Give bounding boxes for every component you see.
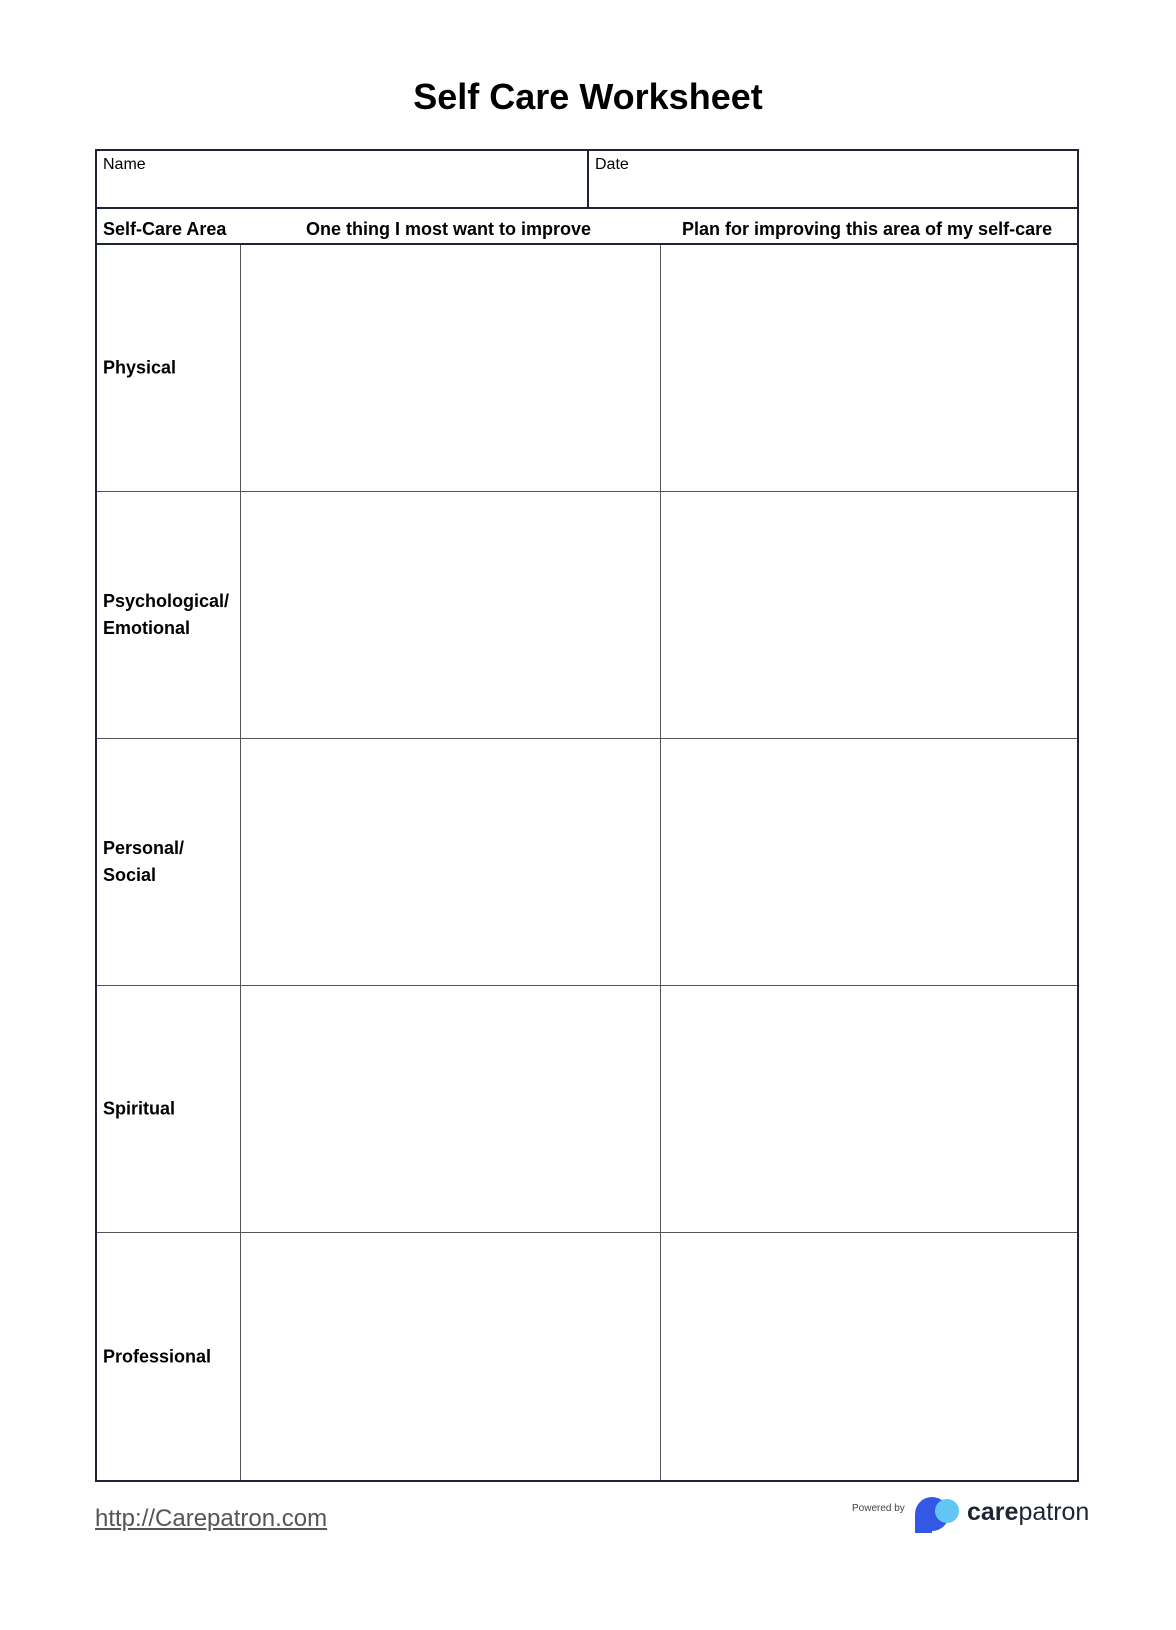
header-improve: One thing I most want to improve (306, 219, 592, 239)
header-plan: Plan for improving this area of my self-care (682, 219, 1053, 239)
improve-cell-professional[interactable] (241, 1233, 661, 1480)
wordmark-rest: patron (1018, 1498, 1090, 1526)
column-header-row (97, 209, 1077, 245)
area-cell (97, 1233, 241, 1480)
carepatron-logo (915, 1497, 1090, 1533)
name-date-row (97, 151, 1077, 209)
improve-cell-psychological[interactable] (241, 492, 661, 738)
row-physical (97, 245, 1077, 492)
date-field[interactable] (589, 151, 1077, 207)
carepatron-link[interactable]: http://Carepatron.com (95, 1505, 328, 1532)
plan-cell-professional[interactable] (661, 1233, 1077, 1480)
row-spiritual (97, 986, 1077, 1233)
plan-cell-personal[interactable] (661, 739, 1077, 985)
improve-cell-spiritual[interactable] (241, 986, 661, 1232)
carepatron-logo-icon (915, 1497, 963, 1533)
date-label: Date (595, 156, 629, 173)
plan-cell-psychological[interactable] (661, 492, 1077, 738)
area-cell (97, 986, 241, 1232)
powered-by-text: Powered by (852, 1503, 905, 1514)
row-personal (97, 739, 1077, 986)
name-field[interactable] (97, 151, 589, 207)
row-psychological (97, 492, 1077, 739)
worksheet-table (95, 149, 1079, 1482)
carepatron-wordmark (967, 1498, 1089, 1527)
self-care-grid (97, 245, 1077, 1480)
area-label-physical: Physical (103, 357, 177, 378)
name-label: Name (103, 156, 146, 173)
header-self-care-area: Self-Care Area (103, 219, 227, 239)
plan-cell-spiritual[interactable] (661, 986, 1077, 1232)
row-professional (97, 1233, 1077, 1480)
improve-cell-physical[interactable] (241, 245, 661, 491)
area-label-professional: Professional (103, 1346, 212, 1366)
area-label-spiritual: Spiritual (103, 1098, 176, 1119)
plan-cell-physical[interactable] (661, 245, 1077, 491)
wordmark-bold: care (967, 1498, 1019, 1526)
area-cell (97, 492, 241, 738)
area-label-personal: Personal/ Social (103, 838, 185, 885)
area-cell (97, 245, 241, 491)
area-cell (97, 739, 241, 985)
page-title: Self Care Worksheet (413, 76, 763, 117)
area-label-psychological: Psychological/ Emotional (103, 591, 230, 638)
improve-cell-personal[interactable] (241, 739, 661, 985)
